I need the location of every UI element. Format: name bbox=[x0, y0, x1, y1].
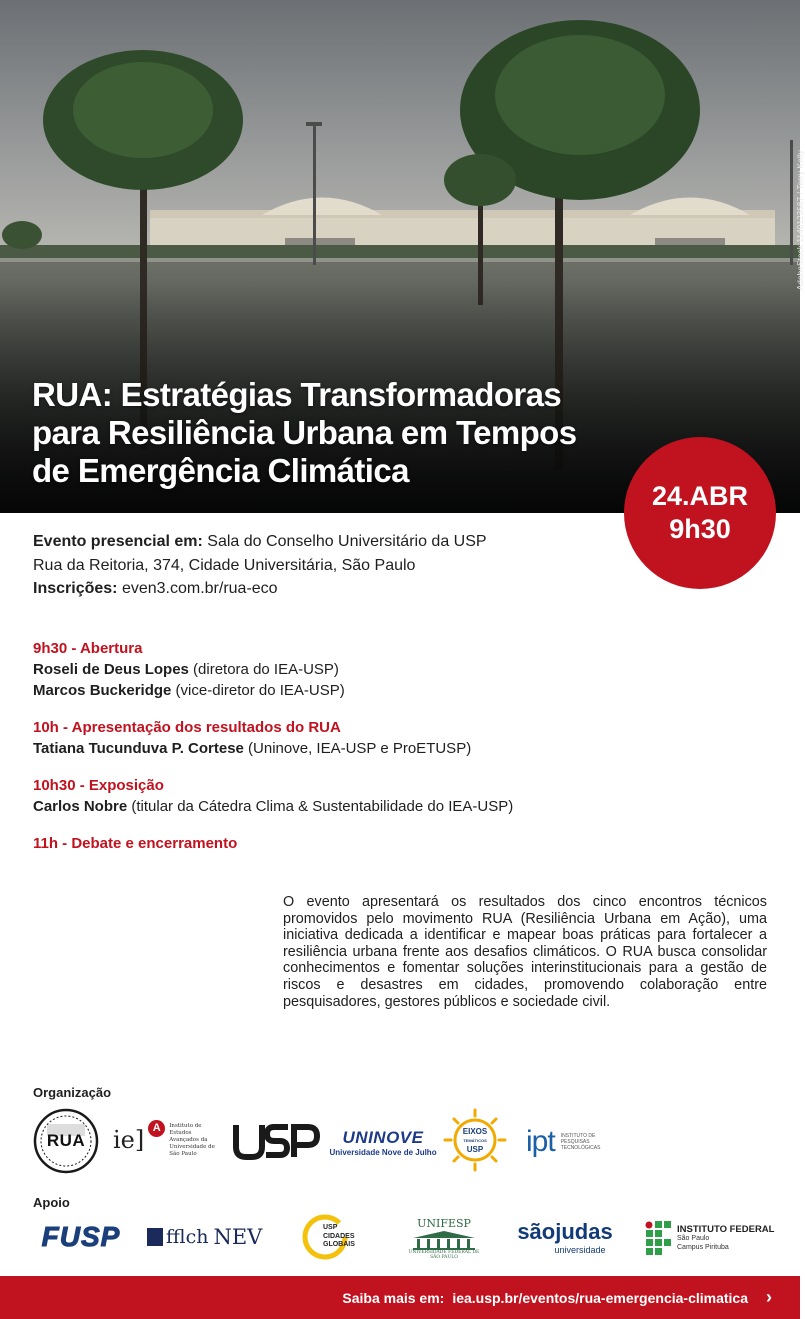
cidades-line: USP bbox=[323, 1224, 338, 1231]
if-sp-logo[interactable] bbox=[645, 1220, 775, 1256]
unifesp-logo[interactable] bbox=[404, 1212, 484, 1264]
registration-label: Inscrições: bbox=[33, 580, 118, 597]
fflch-logo-text: fflch bbox=[166, 1226, 209, 1248]
event-description: O evento apresentará os resultados dos cinco encontros técnicos promovidos pelo movimento RUA (Resiliência Urbana em Ação), uma iniciativa dedicada a identificar e mapear boas práticas para fortalecer a resiliência urbana frente aos desafios climáticos. O RUA busca consolidar conhecimentos e fomentar soluções interinstitucionais para a gestão de riscos e desastres em cidades, promovendo colaboração entre pesquisadores, gestores públicos e sociedade civil. bbox=[283, 894, 767, 1010]
eixos-logo-text bbox=[443, 1127, 507, 1154]
title-line: para Resiliência Urbana em Tempos bbox=[32, 414, 577, 451]
usp-logo-text bbox=[276, 1141, 278, 1142]
speaker-name: Tatiana Tucunduva P. Cortese bbox=[33, 740, 244, 757]
date-badge bbox=[624, 437, 776, 589]
event-title bbox=[32, 376, 652, 490]
footer-url[interactable]: iea.usp.br/eventos/rua-emergencia-climatica bbox=[452, 1289, 748, 1306]
unifesp-building-icon bbox=[409, 1230, 479, 1250]
speaker-name: Roseli de Deus Lopes bbox=[33, 661, 189, 678]
slot-heading: 10h - Apresentação dos resultados do RUA bbox=[33, 719, 341, 736]
photo-credit: AdobeStock 1140123567 / Terry Kelly bbox=[796, 150, 805, 291]
rua-logo[interactable] bbox=[33, 1108, 99, 1174]
footer-label: Saiba mais em: bbox=[342, 1289, 445, 1306]
uninove-logo[interactable] bbox=[329, 1120, 437, 1164]
program-slot bbox=[33, 638, 773, 701]
ipt-logo-text: ipt bbox=[526, 1125, 555, 1158]
if-title: INSTITUTO FEDERAL bbox=[677, 1223, 775, 1235]
title-line: RUA: Estratégias Transformadoras bbox=[32, 376, 562, 413]
unifesp-logo-caption: UNIVERSIDADE FEDERAL DE SÃO PAULO bbox=[408, 1249, 480, 1260]
speaker-line bbox=[33, 659, 773, 680]
speaker-line bbox=[33, 738, 773, 759]
fflch-square-icon bbox=[147, 1228, 163, 1246]
usp-cidades-globais-logo[interactable] bbox=[300, 1210, 380, 1264]
eixos-title: EIXOS bbox=[462, 1127, 488, 1136]
hero-photo bbox=[0, 0, 805, 513]
rua-logo-text: RUA bbox=[46, 1131, 86, 1150]
fusp-logo[interactable] bbox=[33, 1220, 129, 1254]
program-schedule bbox=[33, 638, 773, 870]
iea-logo-mark: ie] bbox=[113, 1126, 145, 1154]
uninove-logo-caption: Universidade Nove de Julho bbox=[329, 1147, 437, 1157]
cidades-line: CIDADES bbox=[323, 1232, 355, 1240]
if-subtitle: São Paulo bbox=[677, 1234, 710, 1242]
venue-line bbox=[33, 530, 487, 554]
eixos-logo[interactable] bbox=[443, 1108, 507, 1172]
speaker-role: (titular da Cátedra Clima & Sustentabilidade do IEA-USP) bbox=[127, 798, 514, 815]
if-logo-text bbox=[677, 1225, 774, 1252]
fflch-nev-logo[interactable] bbox=[147, 1222, 287, 1252]
venue-address: Rua da Reitoria, 374, Cidade Universitária, São Paulo bbox=[33, 556, 416, 574]
iea-logo[interactable] bbox=[113, 1116, 223, 1164]
ipt-logo[interactable] bbox=[526, 1122, 626, 1162]
speaker-name: Carlos Nobre bbox=[33, 798, 128, 815]
title-line: de Emergência Climática bbox=[32, 452, 409, 489]
eixos-subtitle: TEMÁTICOS bbox=[463, 1138, 487, 1143]
fusp-logo-text: FUSP bbox=[41, 1221, 121, 1252]
eixos-usp: USP bbox=[466, 1145, 484, 1154]
slot-heading: 10h30 - Exposição bbox=[33, 777, 164, 794]
venue-label: Evento presencial em: bbox=[33, 533, 203, 550]
slot-heading: 11h - Debate e encerramento bbox=[33, 835, 238, 852]
program-slot bbox=[33, 775, 773, 817]
saojudas-logo[interactable] bbox=[505, 1216, 625, 1258]
venue-name: Sala do Conselho Universitário da USP bbox=[207, 533, 487, 550]
speaker-role: (Uninove, IEA-USP e ProETUSP) bbox=[243, 740, 472, 757]
cidades-line: GLOBAIS bbox=[323, 1241, 355, 1248]
iea-logo-caption: Instituto de Estudos Avançados da Universidade de São Paulo bbox=[169, 1122, 215, 1157]
nev-logo-text: NEV bbox=[213, 1225, 263, 1249]
slot-heading: 9h30 - Abertura bbox=[33, 640, 143, 657]
ipt-logo-caption: INSTITUTO DE PESQUISAS TECNOLÓGICAS bbox=[560, 1133, 601, 1151]
saojudas-logo-text: sãojudas bbox=[517, 1219, 613, 1244]
saojudas-logo-caption: universidade bbox=[554, 1245, 606, 1255]
venue-info bbox=[33, 530, 487, 601]
registration-line bbox=[33, 577, 487, 601]
registration-link[interactable]: even3.com.br/rua-eco bbox=[121, 580, 278, 597]
speaker-role: (diretora do IEA-USP) bbox=[188, 661, 339, 678]
support-label: Apoio bbox=[33, 1195, 70, 1210]
if-campus: Campus Pirituba bbox=[677, 1243, 729, 1251]
event-time: 9h30 bbox=[669, 514, 731, 544]
iea-logo-badge: A bbox=[148, 1120, 165, 1137]
speaker-line bbox=[33, 680, 773, 701]
footer-bar[interactable] bbox=[0, 1276, 800, 1319]
program-slot bbox=[33, 717, 773, 759]
uninove-logo-text: UNINOVE bbox=[342, 1127, 424, 1147]
cidades-logo-text bbox=[323, 1224, 355, 1250]
speaker-name: Marcos Buckeridge bbox=[33, 682, 172, 699]
if-grid-icon bbox=[645, 1221, 673, 1255]
speaker-role: (vice-diretor do IEA-USP) bbox=[171, 682, 345, 699]
event-date: 24.ABR bbox=[651, 481, 749, 511]
unifesp-logo-text: UNIFESP bbox=[417, 1216, 471, 1230]
chevron-right-icon[interactable]: › bbox=[766, 1287, 772, 1307]
organization-label: Organização bbox=[33, 1085, 112, 1100]
speaker-line bbox=[33, 796, 773, 817]
program-slot bbox=[33, 833, 773, 854]
usp-logo[interactable] bbox=[232, 1116, 322, 1166]
